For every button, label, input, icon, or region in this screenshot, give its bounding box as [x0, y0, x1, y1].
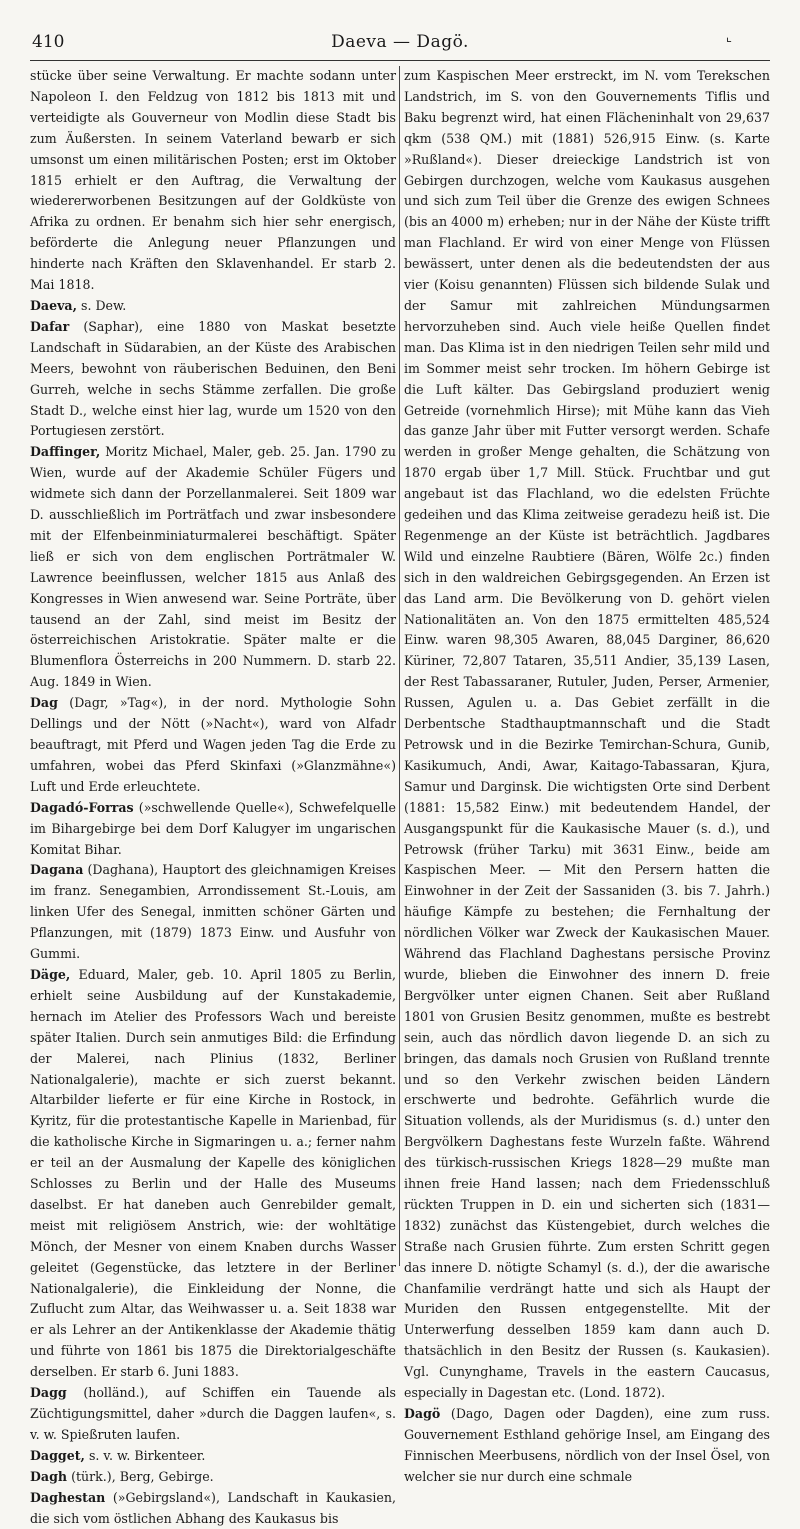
entry-headword: Daghestan	[30, 1489, 106, 1505]
page-header	[30, 28, 770, 61]
entry-body: Moritz Michael, Maler, geb. 25. Jan. 1790 zu Wien, wurde auf der Akademie Schüler Fügers und widmete sich dann der Porzellanmalerei. Seit 1809 war D. ausschließlich im Porträtfach und zwar insbesondere mit der Elfenbeinminiaturmalerei beschäftigt. Später ließ er sich von dem englischen Porträtmaler W. Lawrence beeinflussen, welcher 1815 aus Anlaß des Kongresses in Wien anwesend war. Seine Porträte, über tausend an der Zahl, sind meist im Besitz der österreichischen Aristokratie. Später malte er die Blumenflora Österreichs in 200 Nummern. D. starb 22. Aug. 1849 in Wien.	[30, 444, 396, 690]
entry-headword: Dagana	[30, 862, 84, 878]
entry-headword: Dagadó-Forras	[30, 799, 134, 815]
entry-headword: Dagg	[30, 1385, 67, 1401]
entry-body: (»Gebirgsland«), Landschaft in Kaukasien, die sich vom östlichen Abhang des Kaukasus bis	[30, 1489, 396, 1526]
page-number: 410	[32, 32, 65, 52]
entry-daeva	[30, 296, 396, 317]
entry-dafar	[30, 317, 396, 442]
entry-headword: Dag	[30, 695, 58, 711]
entry-continuation	[30, 66, 396, 296]
entry-headword: Dagö	[404, 1406, 441, 1421]
running-head: Daeva — Dagö.	[331, 32, 469, 52]
entry-dagana	[30, 860, 396, 965]
entry-daghestan-continued	[404, 66, 770, 1404]
entry-body: (türk.), Berg, Gebirge.	[71, 1468, 214, 1484]
column-divider	[399, 66, 400, 1266]
entry-body: s. Dew.	[80, 297, 127, 313]
entry-headword: Dagh	[30, 1468, 68, 1484]
entry-daffinger	[30, 442, 396, 693]
entry-body: (»schwellende Quelle«), Schwefelquelle im Bihargebirge bei dem Dorf Kalugyer im ungarischen Komitat Bihar.	[30, 799, 396, 857]
entry-dagado-forras	[30, 798, 396, 861]
right-column	[404, 66, 770, 1484]
entry-body: zum Kaspischen Meer erstreckt, im N. vom Terekschen Landstrich, im S. von den Gouvernements Tiflis und Baku begrenzt wird, hat einen Flächeninhalt von 29,637 qkm (538 QM.) mit (1881) 526,915 Einw. (s. Karte »Rußland«). Dieser dreieckige Landstrich ist von Gebirgen durchzogen, welche vom Kaukasus ausgehen und sich zum Teil über die Grenze des ewigen Schnees (bis an 4000 m) erheben; nur in der Nähe der Küste trifft man Flachland. Er wird von einer Menge von Flüssen bewässert, unter denen als die bedeutendsten der aus vier (Koisu genannten) Flüssen sich bildende Sulak und der Samur mit zahlreichen Mündungsarmen hervorzuheben sind. Auch viele heiße Quellen findet man. Das Klima ist in den niedrigen Teilen sehr mild und im Sommer meist sehr trocken. Im höhern Gebirge ist die Luft kälter. Das Gebirgsland produziert wenig Getreide (vornehmlich Hirse); mit Mühe kann das Vieh das ganze Jahr über mit Futter versorgt werden. Schafe werden in großer Menge gehalten, die Schätzung von 1870 ergab über 1,7 Mill. Stück. Fruchtbar und gut angebaut ist das Flachland, wo die edelsten Früchte gedeihen und das Klima zeitweise geradezu heiß ist. Die Regenmenge an der Küste ist beträchtlich. Jagdbares Wild und einzelne Raubtiere (Bären, Wölfe 2c.) finden sich in den waldreichen Gebirgsgegenden. An Erzen ist das Land arm. Die Bevölkerung von D. gehört vielen Nationalitäten an. Von den 1875 ermittelten 485,524 Einw. waren 98,305 Awaren, 88,045 Darginer, 86,620 Küriner, 72,807 Tataren, 35,511 Andier, 35,139 Lasen, der Rest Tabassaraner, Rutuler, Juden, Perser, Armenier, Russen, Agulen u. a. Das Gebiet zerfällt in die Derbentsche Stadthauptmannschaft und die Stadt Petrowsk und in die Bezirke Temirchan-Schura, Gunib, Kasikumuch, Andi, Awar, Kaitago-Tabassaran, Kjura, Samur und Darginsk. Die wichtigsten Orte sind Derbent (1881: 15,582 Einw.) mit bedeutendem Handel, der Ausgangspunkt für die Kaukasische Mauer (s. d.), und Petrowsk (früher Tarku) mit 3631 Einw., beide am Kaspischen Meer. — Mit den Persern hatten die Einwohner in der Zeit der Sassaniden (3. bis 7. Jahrh.) häufige Kämpfe zu bestehen; die Fernhaltung der nördlichen Völker war Zweck der Kaukasischen Mauer. Während das Flachland Daghestans persische Provinz wurde, blieben die Einwohner des innern D. freie Bergvölker unter eignen Chanen. Seit aber Rußland 1801 von Grusien Besitz genommen, mußte es bestrebt sein, auch das nördlich davon liegende D. an sich zu bringen, das damals noch Grusien von Rußland trennte und so den Verkehr zwischen beiden Ländern erschwerte und bedrohte. Gefährlich wurde die Situation vollends, als der Muridismus (s. d.) unter den Bergvölkern Daghestans feste Wurzeln faßte. Während des türkisch-russischen Kriegs 1828—29 mußte man ihnen freie Hand lassen; nach dem Friedensschluß rückten Truppen in D. ein und sicherten sich (1831—1832) zunächst das Küstengebiet, durch welches die Straße nach Grusien führte. Zum ersten Schritt gegen das innere D. nötigte Schamyl (s. d.), der die awarische Chanfamilie verdrängt hatte und sich als Haupt der Muriden den Russen entgegenstellte. Mit der Unterwerfung desselben 1859 kam dann auch D. thatsächlich in den Besitz der Russen (s. Kaukasien). Vgl. Cunynghame, Travels in the eastern Caucasus, especially in Dagestan etc. (Lond. 1872).	[404, 68, 770, 1401]
entry-body: stücke über seine Verwaltung. Er machte sodann unter Napoleon I. den Feldzug von 1812 bis 1813 mit und verteidigte als Gouverneur von Modlin diese Stadt bis zum Äußersten. In seinem Vaterland bewarb er sich umsonst um einen militärischen Posten; erst im Oktober 1815 erhielt er den Auftrag, die Verwaltung der wiedererworbenen Besitzungen auf der Goldküste von Afrika zu ordnen. Er benahm sich hier sehr energisch, beförderte die Anlegung neuer Pflanzungen und hinderte nach Kräften den Sklavenhandel. Er starb 2. Mai 1818.	[30, 68, 396, 293]
entry-daghestan	[30, 1488, 396, 1529]
entry-body: s. v. w. Birkenteer.	[88, 1447, 206, 1463]
entry-dagg	[30, 1383, 396, 1446]
entry-body: (Dago, Dagen oder Dagden), eine zum russ. Gouvernement Esthland gehörige Insel, am Eingang des Finnischen Meerbusens, nördlich von der Insel Ösel, von welcher sie nur durch eine schmale	[404, 1406, 770, 1484]
entry-body: (holländ.), auf Schiffen ein Tauende als Züchtigungsmittel, daher »durch die Daggen laufen«, s. v. w. Spießruten laufen.	[30, 1385, 396, 1442]
left-column	[30, 66, 396, 1526]
entry-dagoe	[404, 1404, 770, 1488]
corner-mark: ⌞	[725, 30, 732, 45]
entry-dag	[30, 693, 396, 798]
entry-dagget	[30, 1446, 396, 1467]
entry-body: (Daghana), Hauptort des gleichnamigen Kreises im franz. Senegambien, Arrondissement St.-Louis, am linken Ufer des Senegal, inmitten schöner Gärten und Pflanzungen, mit (1879) 1873 Einw. und Ausfuhr von Gummi.	[30, 862, 396, 962]
entry-body: (Saphar), eine 1880 von Maskat besetzte Landschaft in Südarabien, an der Küste des Arabischen Meers, bewohnt von räuberischen Beduinen, den Beni Gurreh, welche in sechs Stämme zerfallen. Die große Stadt D., welche einst hier lag, wurde um 1520 von den Portugiesen zerstört.	[30, 318, 396, 439]
entry-daege	[30, 965, 396, 1383]
entry-headword: Dafar	[30, 318, 70, 334]
entry-body: Eduard, Maler, geb. 10. April 1805 zu Berlin, erhielt seine Ausbildung auf der Kunstakademie, hernach im Atelier des Professors Wach und bereiste später Italien. Durch sein anmutiges Bild: die Erfindung der Malerei, nach Plinius (1832, Berliner Nationalgalerie), machte er sich zuerst bekannt. Altarbilder lieferte er für eine Kirche in Rostock, in Kyritz, für die protestantische Kapelle in Marienbad, für die katholische Kirche in Sigmaringen u. a.; ferner nahm er teil an der Ausmalung der Kapelle des königlichen Schlosses zu Berlin und der Halle des Museums daselbst. Er hat daneben auch Genrebilder gemalt, meist mit religiösem Anstrich, wie: der wohltätige Mönch, der Mesner von einem Knaben durchs Wasser geleitet (Gegenstücke, das letztere in der Berliner Nationalgalerie), die Einkleidung der Nonne, die Zuflucht zum Altar, das Weihwasser u. a. Seit 1838 war er als Lehrer an der Antikenklasse der Akademie thätig und führte von 1861 bis 1875 die Direktorialgeschäfte derselben. Er starb 6. Juni 1883.	[30, 966, 396, 1380]
entry-headword: Dagget,	[30, 1447, 85, 1463]
entry-headword: Däge,	[30, 966, 71, 982]
entry-dagh	[30, 1467, 396, 1488]
entry-headword: Daeva,	[30, 297, 77, 313]
entry-body: (Dagr, »Tag«), in der nord. Mythologie Sohn Dellings und der Nött (»Nacht«), ward von Alfadr beauftragt, mit Pferd und Wagen jeden Tag die Erde zu umfahren, wobei das Pferd Skinfaxi (»Glanzmähne«) Luft und Erde erleuchtete.	[30, 695, 396, 794]
entry-headword: Daffinger,	[30, 444, 101, 460]
